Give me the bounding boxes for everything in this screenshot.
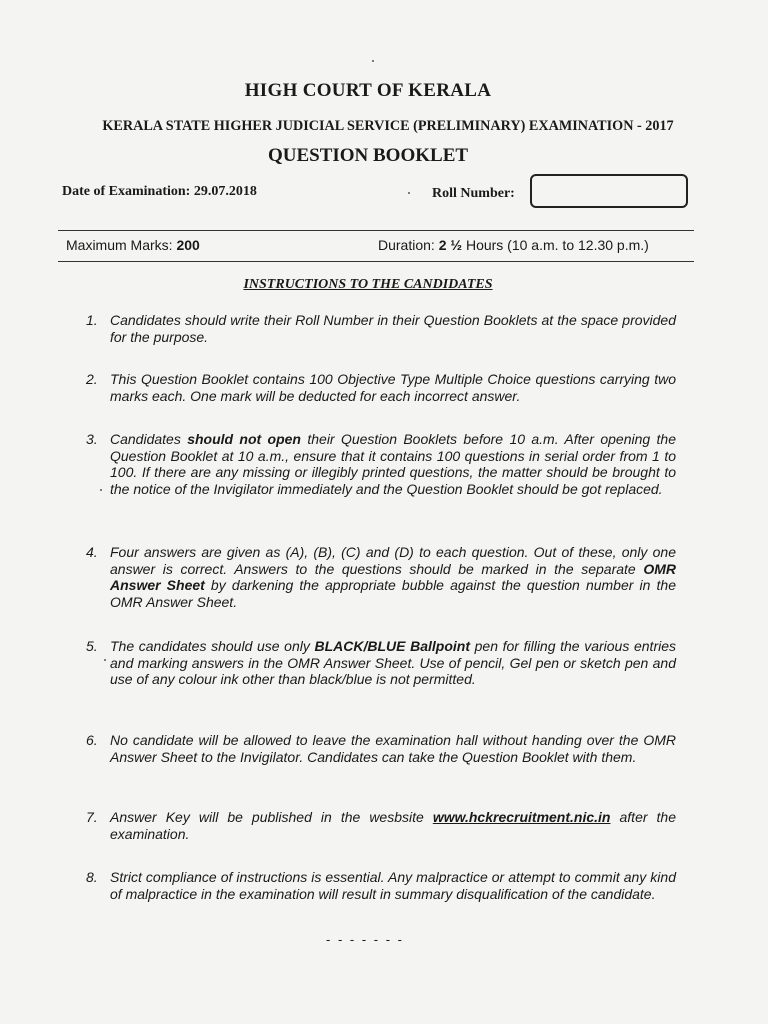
item-text: Four answers are given as (A), (B), (C) and (D) to each question. Out of these, only one answer is correct. Answers to the questions should be marked in the separate — [110, 544, 676, 577]
instruction-item — [86, 371, 676, 404]
duration-label: Duration: — [378, 237, 439, 253]
item-emphasis: should not open — [187, 431, 301, 447]
item-text: pen for filling the various entries and marking answers in the OMR Answer Sheet. Use of pencil, Gel pen or sketch pen and use of any colour ink other than black/blue is not permitted. — [110, 638, 676, 687]
item-text: their Question Booklets before 10 a.m. After opening the Question Booklet at 10 a.m., ensure that it contains 100 questions in serial order from 1 to 100. If there are any missing or illegibly printed questions, the matter should be brought to the notice of the Invigilator immediately and the Question Booklet should be got replaced. — [110, 431, 676, 497]
item-text: Candidates — [110, 431, 188, 447]
instruction-item — [86, 869, 676, 902]
roll-number-label: Roll Number: — [432, 186, 515, 201]
instruction-item — [86, 431, 676, 497]
court-title: HIGH COURT OF KERALA — [244, 80, 492, 101]
item-text: Answer Key will be published in the wesbsite — [110, 809, 433, 825]
item-number: 8. — [86, 869, 98, 885]
item-emphasis: OMR Answer Sheet — [110, 560, 676, 593]
item-number: 3. — [86, 431, 98, 447]
item-number: 1. — [86, 312, 98, 328]
maximum-marks — [66, 237, 200, 253]
duration-value: 2 ½ — [438, 237, 463, 253]
item-number: 5. — [86, 638, 98, 654]
exam-date: Date of Examination: 29.07.2018 — [62, 184, 257, 199]
item-number: 6. — [86, 732, 98, 748]
item-text: This Question Booklet contains 100 Objective Type Multiple Choice questions carrying two marks each. One mark will be deducted for each incorrect answer. — [110, 371, 676, 404]
scan-speck — [408, 192, 410, 194]
scan-speck — [100, 489, 102, 491]
roll-number-box[interactable] — [530, 174, 688, 208]
instruction-item — [86, 544, 676, 610]
item-emphasis: BLACK/BLUE Ballpoint — [314, 638, 471, 654]
booklet-title: QUESTION BOOKLET — [267, 145, 469, 166]
instruction-item — [86, 809, 676, 842]
duration-rest: Hours (10 a.m. to 12.30 p.m.) — [462, 237, 649, 253]
exam-title: KERALA STATE HIGHER JUDICIAL SERVICE (PRELIMINARY) EXAMINATION - 2017 — [102, 118, 674, 134]
item-number: 2. — [86, 371, 98, 387]
item-text: Candidates should write their Roll Number in their Question Booklets at the space provided for the purpose. — [110, 312, 676, 345]
item-text: The candidates should use only — [110, 638, 315, 654]
item-text: after the examination. — [110, 809, 677, 842]
scan-speck — [104, 659, 106, 661]
item-text: Strict compliance of instructions is essential. Any malpractice or attempt to commit any kind of malpractice in the examination will result in summary disqualification of the candidate. — [110, 869, 676, 902]
scan-speck — [372, 60, 374, 62]
instructions-heading: INSTRUCTIONS TO THE CANDIDATES — [243, 277, 493, 292]
item-text: No candidate will be allowed to leave the examination hall without handing over the OMR Answer Sheet to the Invigilator. Candidates can take the Question Booklet with them. — [110, 732, 676, 765]
instruction-item — [86, 638, 676, 688]
duration — [378, 237, 649, 253]
instruction-item — [86, 732, 676, 765]
item-number: 4. — [86, 544, 98, 560]
item-text: by darkening the appropriate bubble against the question number in the OMR Answer Sheet. — [110, 577, 676, 610]
end-dashes: - - - - - - - — [326, 932, 404, 947]
item-number: 7. — [86, 809, 98, 825]
marks-label: Maximum Marks: — [66, 237, 177, 253]
divider-bottom — [58, 261, 694, 262]
instruction-item — [86, 312, 676, 345]
website-link[interactable]: www.hckrecruitment.nic.in — [432, 809, 611, 825]
marks-value: 200 — [176, 237, 200, 253]
divider-top — [58, 230, 694, 231]
